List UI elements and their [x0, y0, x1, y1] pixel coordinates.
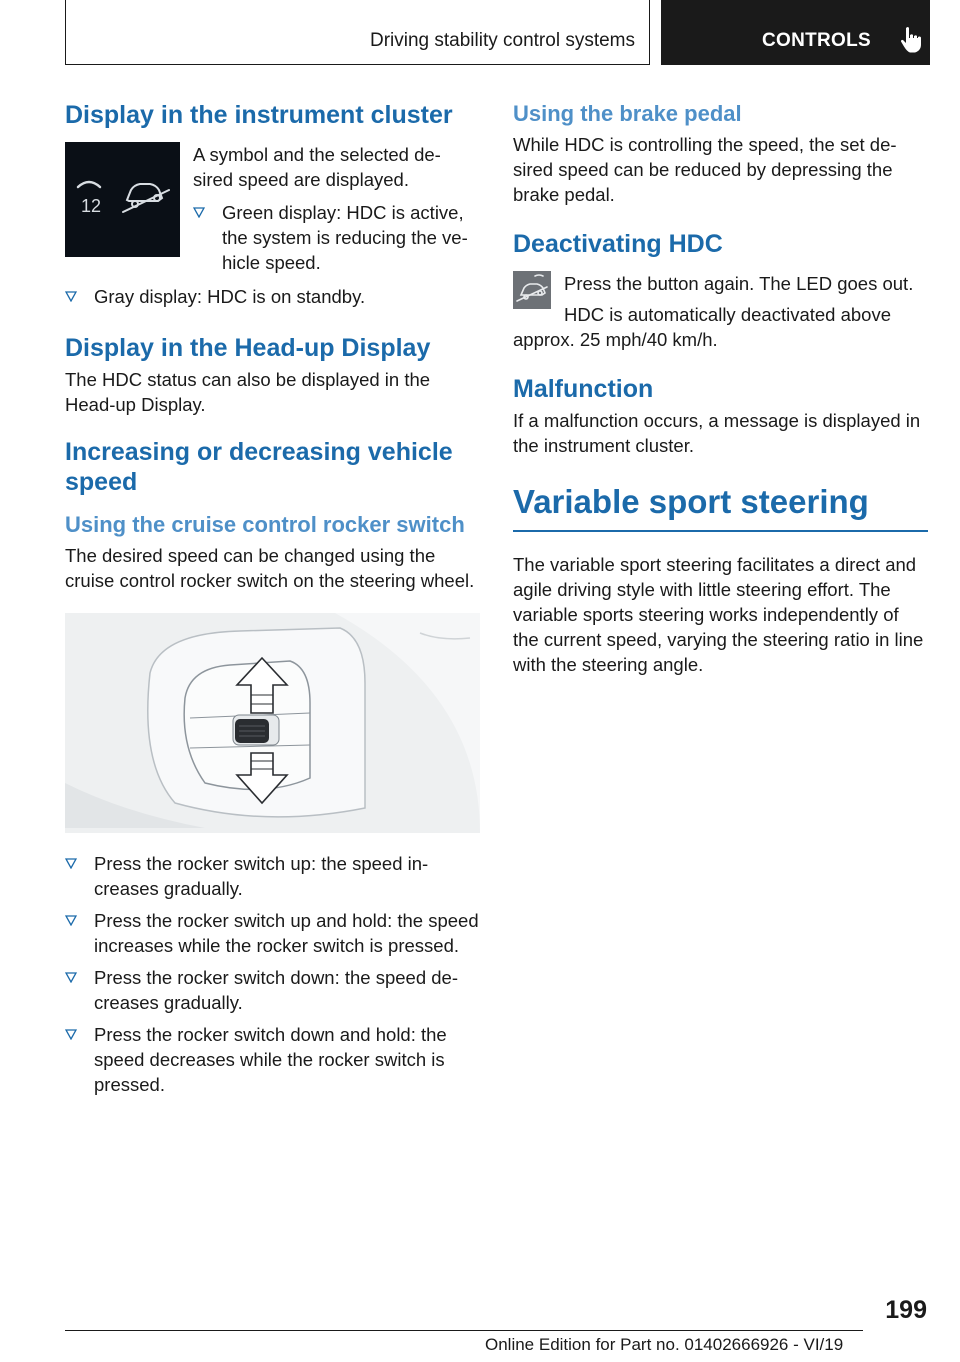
hand-pointer-icon	[899, 26, 923, 54]
footer-rule	[65, 1330, 863, 1331]
heading-head-up-display: Display in the Head-up Display	[65, 334, 431, 362]
hud-description: The HDC status can also be displayed in the Head-up Display.	[65, 369, 431, 415]
steering-rocker-switch-image	[65, 613, 480, 833]
list-item	[65, 908, 480, 958]
rocker-description: The desired speed can be changed using the cruise control rocker switch on the steering wheel.	[65, 545, 475, 591]
heading-instrument-cluster: Display in the instrument cluster	[65, 101, 453, 129]
heading-rule	[513, 530, 928, 532]
list-item	[65, 851, 480, 901]
triangle-bullet-icon	[65, 1029, 77, 1040]
cluster-description: A symbol and the selected de-sired speed are displayed.	[193, 144, 441, 190]
left-column	[65, 100, 480, 1097]
brake-description: While HDC is controlling the speed, the set de-sired speed can be reduced by depressing the brake pedal.	[513, 134, 897, 205]
bullet-text: Press the rocker switch up: the speed in-creases gradually.	[94, 853, 429, 899]
heading-variable-sport-steering: Variable sport steering	[513, 483, 869, 520]
cluster-speed-value: 12	[81, 196, 102, 216]
bullet-text: Press the rocker switch down: the speed de-creases gradually.	[94, 967, 459, 1013]
list-item	[65, 965, 480, 1015]
deactivate-auto-note: HDC is automatically deactivated above approx. 25 mph/40 km/h.	[513, 304, 891, 350]
header-section-box	[65, 0, 650, 65]
heading-vehicle-speed: Increasing or decreasing vehicle speed	[65, 438, 453, 496]
page-number: 199	[885, 1296, 927, 1324]
triangle-bullet-icon	[65, 291, 77, 302]
heading-malfunction: Malfunction	[513, 375, 654, 403]
triangle-bullet-icon	[193, 207, 205, 218]
controls-tab-label: CONTROLS	[762, 30, 872, 51]
heading-rocker-switch: Using the cruise control rocker switch	[65, 512, 465, 537]
heading-brake-pedal: Using the brake pedal	[513, 101, 742, 126]
rocker-bullet-list	[65, 851, 480, 1097]
footer-edition: Online Edition for Part no. 01402666926 - VI/19	[485, 1335, 844, 1354]
bullet-gray-display: Gray display: HDC is on standby.	[94, 286, 366, 307]
list-item	[65, 284, 480, 309]
bullet-text: Press the rocker switch up and hold: the speed increases while the rocker switch is pressed.	[94, 910, 479, 956]
list-item	[193, 200, 480, 275]
triangle-bullet-icon	[65, 915, 77, 926]
malfunction-description: If a malfunction occurs, a message is displayed in the instrument cluster.	[513, 410, 921, 456]
cluster-display-image	[65, 142, 180, 257]
triangle-bullet-icon	[65, 972, 77, 983]
hdc-button-icon[interactable]	[513, 271, 551, 309]
controls-tab[interactable]	[661, 0, 930, 65]
list-item	[65, 1022, 480, 1097]
bullet-green-display: Green display: HDC is active, the system is reducing the ve-hicle speed.	[222, 202, 468, 273]
triangle-bullet-icon	[65, 858, 77, 869]
deactivate-instruction: Press the button again. The LED goes out.	[564, 273, 914, 294]
section-title: Driving stability control systems	[369, 30, 635, 51]
bullet-text: Press the rocker switch down and hold: the speed decreases while the rocker switch is pressed.	[94, 1024, 447, 1095]
heading-deactivating-hdc: Deactivating HDC	[513, 230, 723, 258]
steering-description: The variable sport steering facilitates a direct and agile driving style with little steering effort. The variable sports steering works independently of the current speed, varying the steering ratio in line with the steering angle.	[513, 554, 924, 675]
right-column	[513, 100, 928, 677]
